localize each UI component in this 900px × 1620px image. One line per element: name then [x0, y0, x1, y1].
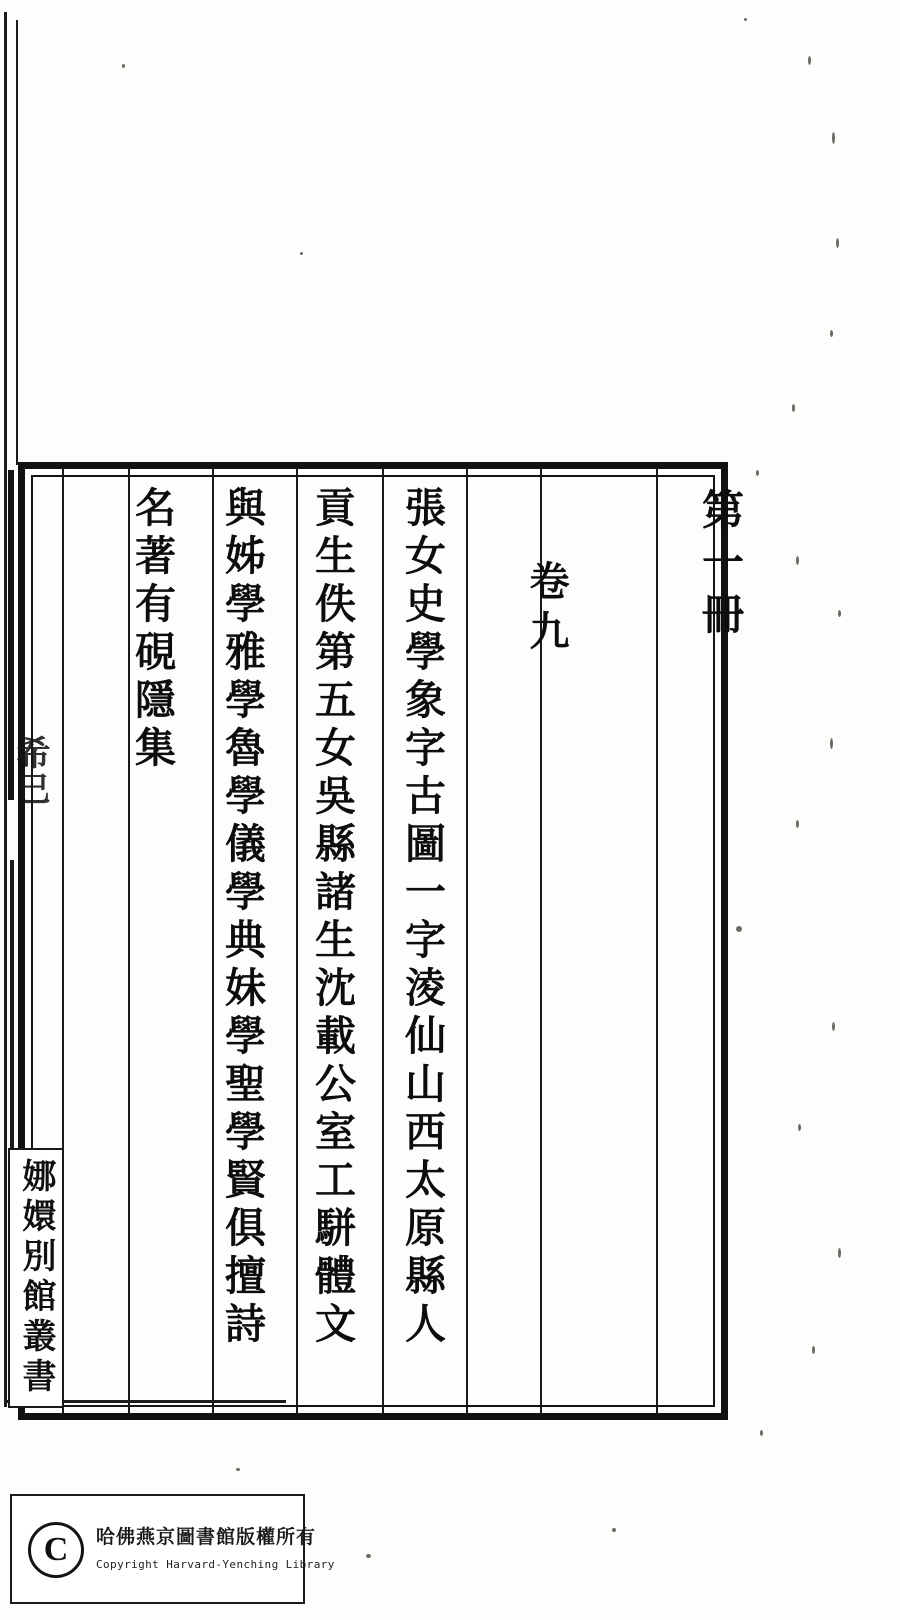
scan-speckle: [366, 1554, 371, 1558]
column-rule-5: [296, 468, 298, 1414]
text-column-2: 貢生佚第五女吳縣諸生沈載公室工駢體文: [308, 486, 356, 1350]
scan-speckle: [760, 1430, 763, 1436]
scan-speckle: [122, 64, 125, 68]
scan-speckle: [830, 738, 833, 749]
scan-speckle: [812, 1346, 815, 1354]
scan-speckle: [838, 1248, 841, 1258]
scan-speckle: [838, 610, 841, 617]
scan-speckle: [736, 926, 742, 932]
binding-edge-rule-low: [10, 860, 14, 1160]
column-rule-4: [382, 468, 384, 1414]
scan-speckle: [744, 18, 747, 21]
scan-speckle: [830, 330, 833, 337]
column-rule-3: [466, 468, 468, 1414]
volume-marker: 第一冊: [696, 488, 745, 644]
scan-speckle: [756, 470, 759, 476]
column-rule-1: [656, 468, 658, 1414]
copyright-c-icon: C: [28, 1522, 84, 1578]
scan-speckle: [832, 1022, 835, 1031]
binding-edge-rule-outer: [4, 12, 7, 1407]
scan-speckle: [796, 556, 799, 565]
scan-speckle: [832, 132, 835, 144]
text-column-3: 與姊學雅學魯學儀學典妹學聖學賢俱擅詩: [218, 486, 266, 1350]
scan-speckle: [836, 238, 839, 248]
scan-speckle: [236, 1468, 240, 1471]
scan-speckle: [300, 252, 303, 255]
binding-edge-rule-inner: [16, 20, 18, 465]
juan-marker: 卷九: [523, 560, 569, 660]
text-column-1: 張女史學象字古圖一字淩仙山西太原縣人: [398, 486, 446, 1350]
stamp-cjk-text: 哈佛燕京圖書館版權所有: [96, 1526, 317, 1548]
scan-speckle: [796, 820, 799, 828]
text-column-4: 名著有硯隱集: [128, 486, 176, 774]
scan-speckle: [612, 1528, 616, 1532]
stamp-english-text: Copyright Harvard-Yenching Library: [96, 1558, 335, 1571]
scan-speckle: [798, 1124, 801, 1131]
scan-speckle: [792, 404, 795, 412]
margin-bleed-fragment: 希巳: [10, 735, 50, 807]
scan-speckle: [808, 56, 811, 65]
library-copyright-stamp: [10, 1494, 335, 1604]
collection-seal-text: 娜嬛別館叢書: [16, 1158, 56, 1398]
